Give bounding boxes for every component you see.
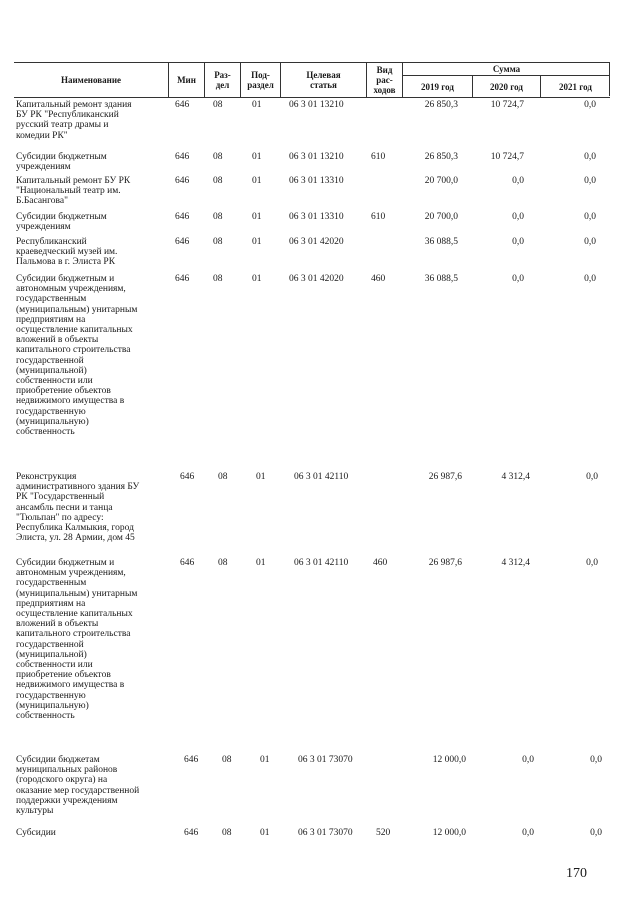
row-min: 646 [175,176,190,186]
row-2020: 0,0 [512,274,524,284]
row-razdel: 08 [218,472,228,482]
row-vid: 610 [371,152,386,162]
row-celevaya: 06 3 01 13310 [289,212,344,222]
row-name: Капитальный ремонт здания БУ РК "Республиканский русский театр драмы и комедии РК" [16,100,132,141]
row-2020: 0,0 [512,237,524,247]
row-razdel: 08 [218,558,228,568]
row-podrazdel: 01 [252,176,262,186]
row-2021: 0,0 [590,755,602,765]
row-name: Субсидии бюджетным учреждениям [16,152,107,173]
row-2019: 36 088,5 [424,237,458,247]
header-min: Мин [168,63,204,97]
header-summa: Сумма [402,63,610,76]
row-vid: 460 [371,274,386,284]
row-razdel: 08 [213,152,223,162]
header-podrazdel: Под- раздел [240,63,280,97]
row-podrazdel: 01 [252,152,262,162]
row-name: Субсидии [16,828,56,838]
row-min: 646 [175,274,190,284]
row-razdel: 08 [213,274,223,284]
row-2020: 0,0 [512,176,524,186]
header-border [609,62,610,96]
row-2020: 0,0 [512,212,524,222]
row-name: Реконструкция административного здания БУ РК "Государственный ансамбль песни и танца "Тюльпан" по адресу: Республика Калмыкия, город Элиста, ул. 28 Армии, дом 45 [16,472,140,544]
row-min: 646 [180,558,195,568]
row-celevaya: 06 3 01 42020 [289,237,344,247]
row-min: 646 [184,755,199,765]
row-razdel: 08 [222,828,232,838]
row-2019: 26 987,6 [428,472,462,482]
row-vid: 610 [371,212,386,222]
row-2019: 26 987,6 [428,558,462,568]
header-razdel: Раз- дел [204,63,240,97]
row-vid: 520 [376,828,391,838]
row-2021: 0,0 [584,274,596,284]
row-2020: 0,0 [522,828,534,838]
row-min: 646 [175,100,190,110]
row-2021: 0,0 [584,237,596,247]
row-podrazdel: 01 [260,755,270,765]
row-celevaya: 06 3 01 13210 [289,152,344,162]
row-2020: 10 724,7 [490,152,524,162]
row-min: 646 [180,472,195,482]
row-podrazdel: 01 [256,558,266,568]
row-name: Республиканский краеведческий музей им. Пальмова в г. Элиста РК [16,237,118,268]
row-celevaya: 06 3 01 73070 [298,755,353,765]
row-celevaya: 06 3 01 42110 [294,472,349,482]
row-name: Субсидии бюджетным и автономным учреждениям, государственным (муниципальным) унитарным предприятиям на осуществление капитальных вложений в объекты капитального строительства государственной (муниципальной) собственности или приобретение объектов недвижимого имущества в государственную (муниципальную) собственность [16,558,138,722]
header-2021: 2021 год [540,76,610,97]
row-podrazdel: 01 [256,472,266,482]
row-min: 646 [175,212,190,222]
row-min: 646 [175,152,190,162]
row-celevaya: 06 3 01 73070 [298,828,353,838]
row-2021: 0,0 [584,100,596,110]
row-2021: 0,0 [590,828,602,838]
row-razdel: 08 [213,212,223,222]
row-podrazdel: 01 [252,237,262,247]
header-celevaya: Целевая статья [280,63,366,97]
row-celevaya: 06 3 01 13210 [289,100,344,110]
row-vid: 460 [373,558,388,568]
row-podrazdel: 01 [252,212,262,222]
row-razdel: 08 [222,755,232,765]
row-podrazdel: 01 [260,828,270,838]
row-2021: 0,0 [586,558,598,568]
row-2020: 4 312,4 [501,472,530,482]
table-header [14,62,610,98]
page-number: 170 [566,866,587,881]
row-name: Субсидии бюджетам муниципальных районов (городского округа) на оказание мер государственной поддержки учреждениям культуры [16,755,140,817]
row-2019: 20 700,0 [424,176,458,186]
row-name: Капитальный ремонт БУ РК "Национальный театр им. Б.Басангова" [16,176,131,207]
row-razdel: 08 [213,176,223,186]
row-2021: 0,0 [584,212,596,222]
header-name: Наименование [61,75,121,85]
row-2019: 36 088,5 [424,274,458,284]
row-2019: 12 000,0 [432,755,466,765]
row-min: 646 [184,828,199,838]
row-2020: 0,0 [522,755,534,765]
row-razdel: 08 [213,237,223,247]
header-2019: 2019 год [402,76,472,97]
row-2019: 26 850,3 [424,152,458,162]
row-2020: 4 312,4 [501,558,530,568]
row-2019: 12 000,0 [432,828,466,838]
header-2020: 2020 год [472,76,540,97]
row-celevaya: 06 3 01 13310 [289,176,344,186]
row-2021: 0,0 [584,176,596,186]
row-2021: 0,0 [586,472,598,482]
row-celevaya: 06 3 01 42020 [289,274,344,284]
row-name: Субсидии бюджетным и автономным учреждениям, государственным (муниципальным) унитарным предприятиям на осуществление капитальных вложений в объекты капитального строительства государственной (муниципальной) собственности или приобретение объектов недвижимого имущества в государственную (муниципальную) собственность [16,274,138,438]
header-vid: Вид рас- ходов [366,63,402,97]
row-celevaya: 06 3 01 42110 [294,558,349,568]
row-2020: 10 724,7 [490,100,524,110]
row-podrazdel: 01 [252,100,262,110]
row-min: 646 [175,237,190,247]
row-2021: 0,0 [584,152,596,162]
row-2019: 26 850,3 [424,100,458,110]
row-razdel: 08 [213,100,223,110]
row-name: Субсидии бюджетным учреждениям [16,212,107,233]
row-podrazdel: 01 [252,274,262,284]
row-2019: 20 700,0 [424,212,458,222]
